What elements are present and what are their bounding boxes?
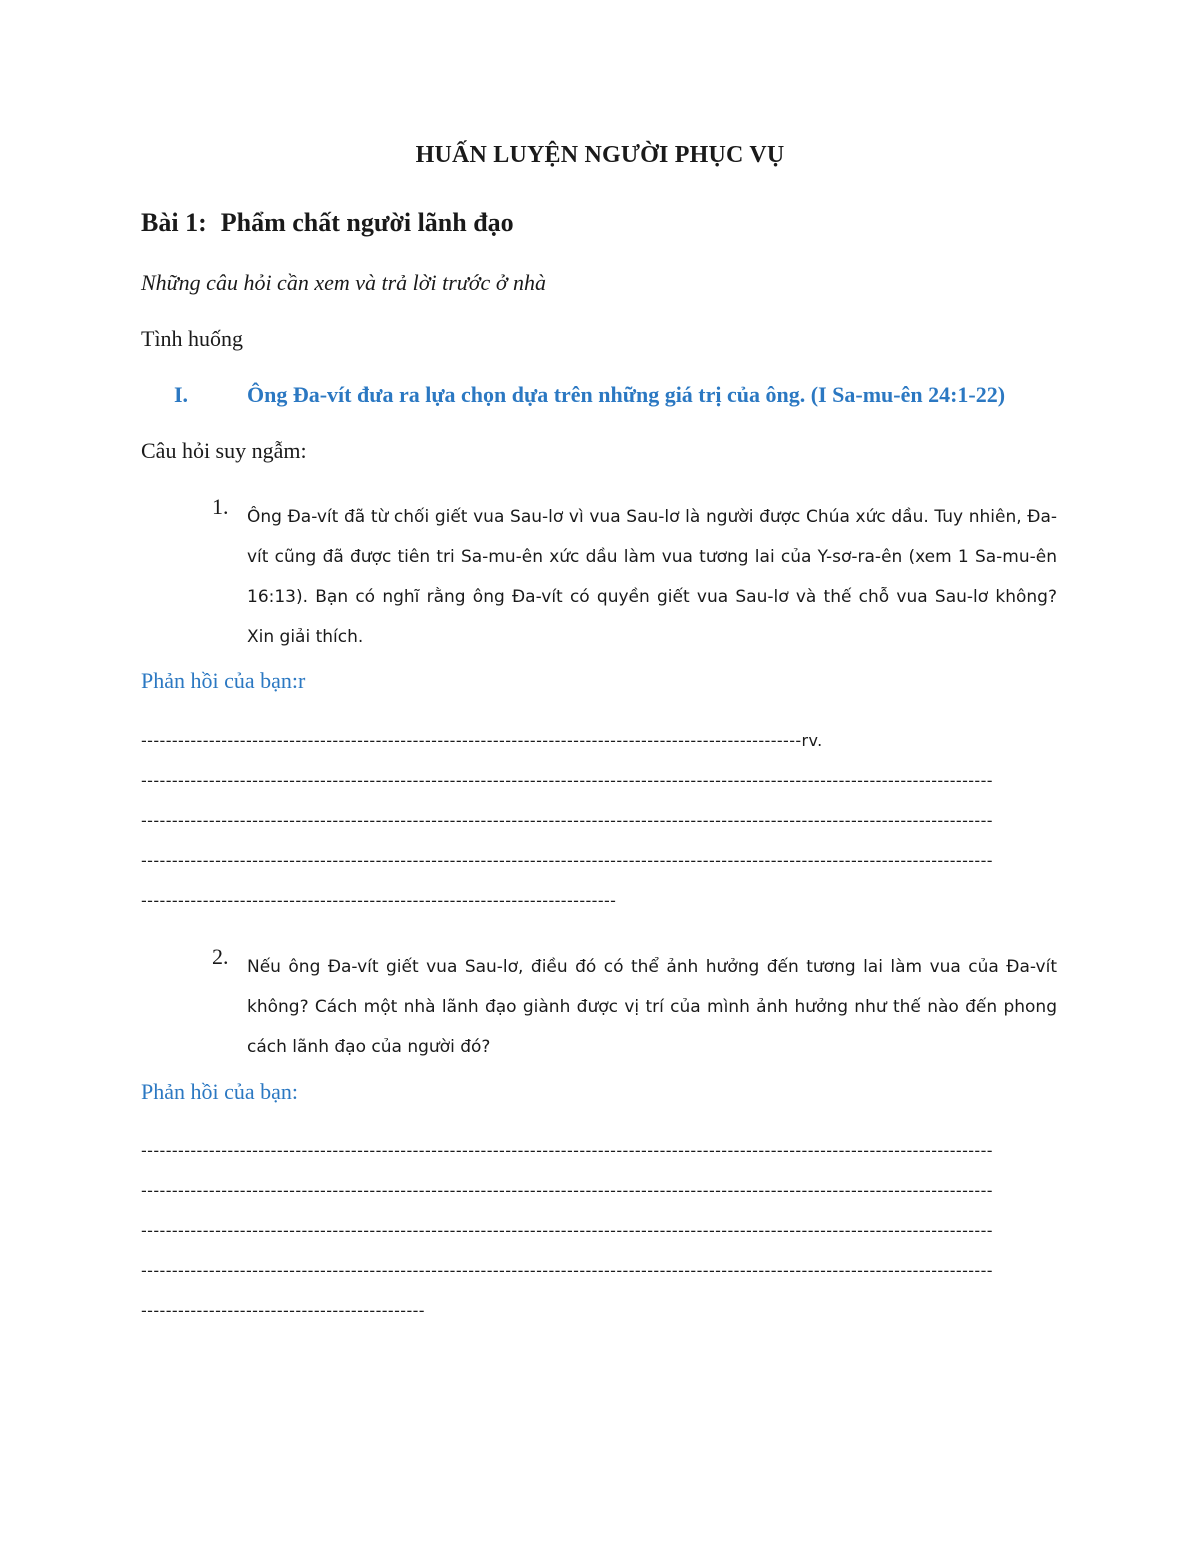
answer-line[interactable]: ------------------------------------------------------------------------------------------------------------------------------------------: [141, 1261, 993, 1280]
section-text: Ông Đa-vít đưa ra lựa chọn dựa trên những giá trị của ông. (I Sa-mu-ên 24:1-22): [247, 382, 1006, 407]
question-number: 2.: [212, 944, 229, 969]
answer-line[interactable]: ------------------------------------------------------------------------------------------------------------------------------------------: [141, 851, 993, 870]
answer-line[interactable]: ------------------------------------------------------------------------------------------------------------------------------------------: [141, 1221, 993, 1240]
lesson-name: Phẩm chất người lãnh đạo: [220, 208, 514, 237]
question-text: Ông Đa-vít đã từ chối giết vua Sau-lơ vì vua Sau-lơ là người được Chúa xức dầu. Tuy nhiên, Đa-vít cũng đã được tiên tri Sa-mu-ên xức dầu làm vua tương lai của Y-sơ-ra-ên (xem 1 Sa-mu-ên 16:13). Bạn có nghĩ rằng ông Đa-vít có quyền giết vua Sau-lơ và thế chỗ vua Sau-lơ không? Xin giải thích.: [247, 507, 1057, 647]
lesson-heading: [141, 208, 514, 238]
response-label: Phản hồi của bạn:: [141, 1079, 299, 1104]
answer-line[interactable]: -----------------------------------------------------------------------------: [141, 891, 617, 910]
section-number: I.: [174, 382, 189, 407]
document-title: HUẤN LUYỆN NGƯỜI PHỤC VỤ: [415, 142, 785, 168]
answer-line[interactable]: ------------------------------------------------------------------------------------------------------------------------------------------: [141, 1181, 993, 1200]
answer-line[interactable]: -----------------------------------------------------------------------------------------------------------rv.: [141, 731, 823, 750]
subtitle: Những câu hỏi cần xem và trả lời trước ở nhà: [141, 270, 547, 295]
answer-line[interactable]: ------------------------------------------------------------------------------------------------------------------------------------------: [141, 771, 993, 790]
situation-label: Tình huống: [141, 326, 244, 351]
answer-line[interactable]: ----------------------------------------------: [141, 1301, 425, 1320]
answer-line[interactable]: ------------------------------------------------------------------------------------------------------------------------------------------: [141, 811, 993, 830]
question-text: Nếu ông Đa-vít giết vua Sau-lơ, điều đó có thể ảnh hưởng đến tương lai làm vua của Đa-vít không? Cách một nhà lãnh đạo giành được vị trí của mình ảnh hưởng như thế nào đến phong cách lãnh đạo của người đó?: [247, 957, 1057, 1057]
response-label: Phản hồi của bạn:r: [141, 668, 306, 693]
question-number: 1.: [212, 494, 229, 519]
lesson-number: Bài 1:: [141, 208, 207, 237]
answer-line[interactable]: ------------------------------------------------------------------------------------------------------------------------------------------: [141, 1141, 993, 1160]
reflection-label: Câu hỏi suy ngẫm:: [141, 438, 307, 463]
